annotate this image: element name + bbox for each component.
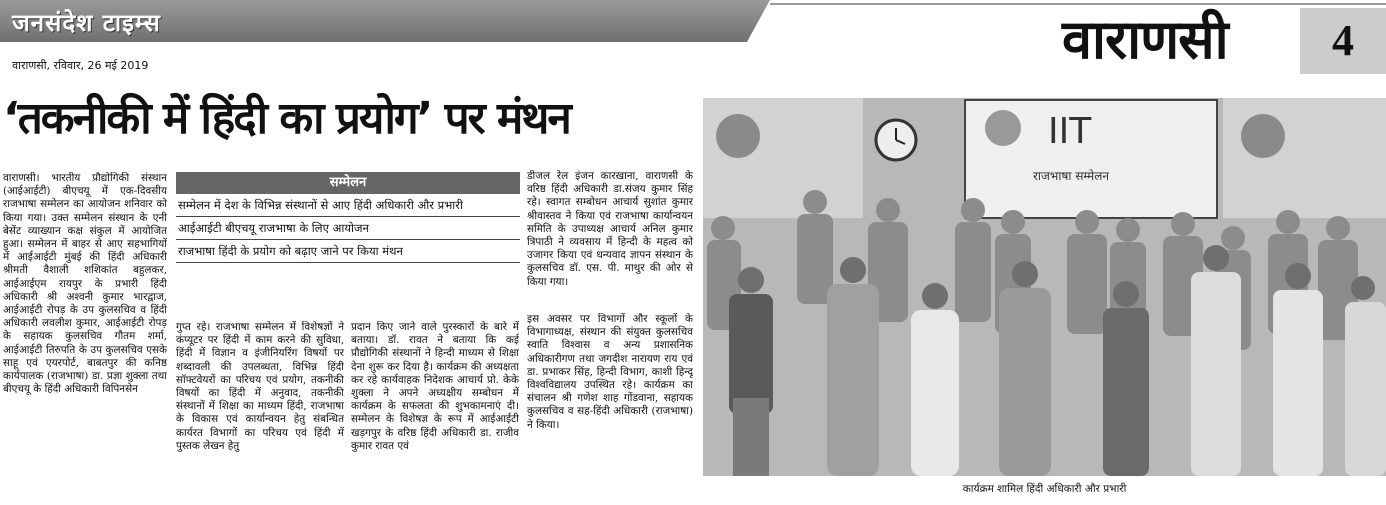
page-number-box (1300, 8, 1386, 74)
iit-emblem (985, 110, 1021, 146)
article-column-3: प्रदान किए जाने वाले पुरस्कारों के बारे में बताया। डॉ. रावत ने बताया कि कई प्रौद्योगिकी संस्थानों ने हिन्दी माध्यम से शिक्षा देना शुरू कर दिया है। कार्यक्रम की अध्यक्षता कर रहे कार्यवाहक निदेशक आचार्य प्रो. केके शुक्ला ने अपने अध्यक्षीय सम्बोधन में कार्यक्रम के सफलता की शुभकामनाएं दी। सम्मेलन के विशेषज्ञ के रूप में आईआईटी खड़गपुर के वरिष्ठ हिंदी अधिकारी डा. राजीव कुमार रावत एवं (351, 321, 519, 452)
article-column-2: गुप्त रहे। राजभाषा सम्मेलन में विशेषज्ञों ने कंप्यूटर पर हिंदी में काम करने की सुविधा, हिंदी में विज्ञान व इंजीनियरिंग विषयों पर शब्दावली की उपलब्धता, विभिन्न हिंदी सॉफ्टवेयरों का परिचय एवं प्रयोग, तकनीकी विषयों का हिंदी में अनुवाद, तकनीकी संस्थानों में शिक्षा का माध्यम हिंदी, राजभाषा के विकास एवं कार्यान्वयन हेतु संबन्धित कार्यरत विभागों का परिचय एवं हिंदी में पुस्तक लेखन हेतु (176, 321, 344, 452)
highlights-label: सम्मेलन (176, 172, 520, 194)
wall-fan-icon (716, 114, 760, 158)
banner-iit-text: IIT (1048, 111, 1092, 152)
city-name: वाराणसी (1062, 8, 1228, 71)
banner-title-text: राजभाषा सम्मेलन (1033, 169, 1109, 183)
wall-fan-icon (1241, 114, 1285, 158)
headline: ‘तकनीकी में हिंदी का प्रयोग’ पर मंथन (3, 93, 570, 144)
article-column-4-bottom: इस अवसर पर विभागों और स्कूलों के विभागाध्यक्ष, संस्थान की संयुक्त कुलसचिव स्वाति विश्वास व अन्य प्रशासनिक अधिकारीगण तथा जगदीश नारायण राय एवं डा. प्रभाकर सिंह, हिन्दी विभाग, काशी हिन्दू विश्वविद्यालय उपस्थित रहे। कार्यक्रम का संचालन श्री गणेश शाह गोंडवाना, सहायक कुलसचिव व सह-हिंदी अधिकारी (राजभाषा) ने किया। (527, 313, 693, 431)
newspaper-logo: जनसंदेश टाइम्स (12, 9, 161, 37)
highlight-item: सम्मेलन में देश के विभिन्न संस्थानों से आए हिंदी अधिकारी और प्रभारी (176, 194, 520, 217)
highlight-item: राजभाषा हिंदी के प्रयोग को बढ़ाए जाने पर किया मंथन (176, 240, 520, 263)
article-column-4-top: डीजल रेल इंजन कारखाना, वाराणसी के वरिष्ठ हिंदी अधिकारी डा.संजय कुमार सिंह रहे। स्वागत सम्बोधन आचार्य सुशांत कुमार श्रीवास्तव ने किया एवं राजभाषा कार्यान्वयन समिति के उपाध्यक्ष आचार्य अनिल कुमार त्रिपाठी ने व्यवसाय में हिन्दी के महत्व को उजागर किया एवं धन्यवाद ज्ञापन संस्थान के कुलसचिव डॉ. एस. पी. माथुर की ओर से किया गया। (527, 170, 693, 288)
masthead-rule (770, 3, 1386, 5)
group-photo-illustration (703, 98, 1386, 476)
photo-caption: कार्यक्रम शामिल हिंदी अधिकारी और प्रभारी (962, 483, 1127, 495)
window-grill-right (1223, 98, 1386, 218)
highlight-item: आईआईटी बीएचयू राजभाषा के लिए आयोजन (176, 217, 520, 240)
group-photo (703, 98, 1386, 476)
date-line: वाराणसी, रविवार, 26 मई 2019 (12, 59, 149, 72)
page-number: 4 (1332, 16, 1354, 65)
window-grill-left (703, 98, 863, 218)
article-column-1: वाराणसी। भारतीय प्रौद्योगिकी संस्थान (आईआईटी) बीएचयू में एक-दिवसीय राजभाषा सम्मेलन का आयोजन शनिवार को किया गया। उक्त सम्मेलन संस्थान के एनी बेसेंट व्याख्यान कक्ष संकुल में आयोजित हुआ। सम्मेलन में बाहर से आए सहभागियों में आईआईटी मुंबई की हिंदी अधिकारी श्रीमती वैशाली शशिकांत बहुलकर, आईआईएम रायपुर के प्रभारी हिंदी अधिकारी श्री अश्वनी कुमार भारद्वाज, आईआईटी रोपड़ के उप कुलसचिव व हिंदी अधिकारी लवलीश कुमार, आईआईटी रोपड़ के सहायक कुलसचिव गौतम शर्मा, आईआईटी तिरुपति के उप कुलसचिव एसके साहू एवं एयरपोर्ट, बाबतपुर की कनिष्ठ कार्यपालक (राजभाषा) डा. प्रज्ञा शुक्ला तथा बीएचयू के हिंदी अधिकारी विपिनसेन (3, 172, 167, 396)
highlights-box (176, 172, 520, 312)
